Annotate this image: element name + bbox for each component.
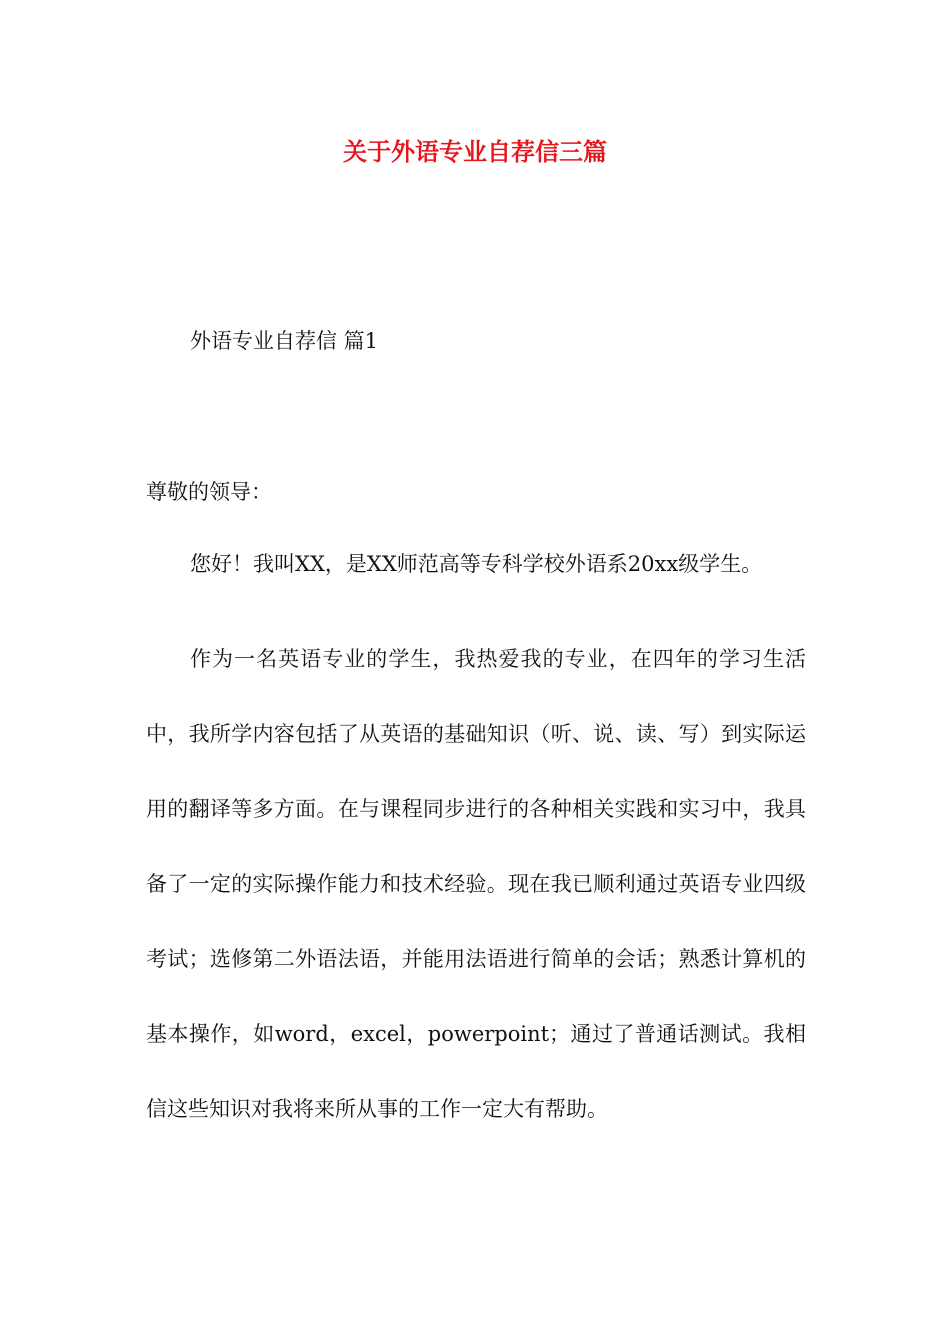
salutation: 尊敬的领导： xyxy=(146,480,272,504)
section-heading: 外语专业自荐信 篇1 xyxy=(190,329,379,353)
body-paragraph: 作为一名英语专业的学生，我热爱我的专业，在四年的学习生活中，我所学内容包括了从英语的基础知识（听、说、读、写）到实际运用的翻译等多方面。在与课程同步进行的各种相关实践和实习中，我具备了一定的实际操作能力和技术经验。现在我已顺利通过英语专业四级考试；选修第二外语法语，并能用法语进行简单的会话；熟悉计算机的基本操作，如word，excel，powerpoint；通过了普通话测试。我相信这些知识对我将来所从事的工作一定大有帮助。 xyxy=(146,647,806,1121)
greeting-line: 您好！我叫XX，是XX师范高等专科学校外语系20xx级学生。 xyxy=(190,552,763,576)
document-title: 关于外语专业自荐信三篇 xyxy=(343,137,607,166)
